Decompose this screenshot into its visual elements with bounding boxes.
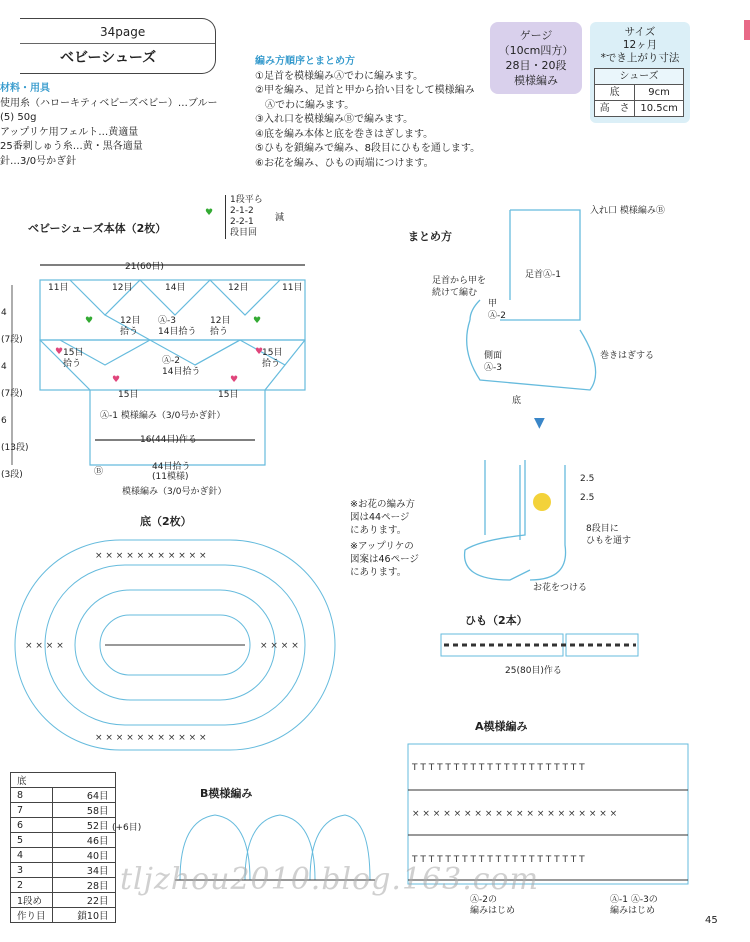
svg-text:× × × ×: × × × × — [25, 641, 64, 651]
a-pattern-title: A模様編み — [475, 720, 528, 733]
edge-marker — [744, 20, 750, 40]
tab-divider — [20, 43, 215, 44]
a3-mark: Ⓐ-3 — [158, 316, 176, 326]
steps-heading: 編み方順序とまとめ方 — [255, 56, 355, 67]
side-mark: Ⓐ-3 — [484, 363, 502, 373]
size-row-value: 9cm — [635, 85, 684, 101]
materials-line: 針…3/0号かぎ針 — [0, 155, 77, 167]
count-row: 作り目 — [11, 908, 53, 923]
a-start2-text: 編みはじめ — [610, 906, 656, 916]
heart-icon: ♥ — [230, 375, 239, 385]
gauge-value: 28目・20段 — [505, 59, 567, 72]
heart-icon: ♥ — [55, 347, 64, 357]
sole-chart — [5, 530, 345, 760]
pickup-label — [432, 275, 486, 299]
instep-mark: Ⓐ-2 — [488, 311, 506, 321]
pick44-label: 44目拾う — [152, 462, 191, 472]
top-count: 14目 — [165, 283, 186, 293]
decrease-rule — [225, 195, 263, 239]
size-title: サイズ — [624, 26, 656, 38]
gauge-box — [490, 22, 582, 94]
step-line: ②甲を編み、足首と甲から拾い目をして模様編み — [255, 85, 475, 96]
heart-icon: ♥ — [253, 316, 262, 326]
pick15b-count: 15目 — [262, 348, 283, 358]
materials-line: アップリケ用フェルト…黄適量 — [0, 126, 139, 138]
pick15a-label: 拾う — [63, 359, 82, 369]
svg-text:× × × × × × × × × × ×: × × × × × × × × × × × — [95, 551, 207, 561]
gauge-pattern: 模様編み — [514, 74, 558, 87]
svg-text:× × × ×: × × × × — [260, 641, 299, 651]
count-table-header: 底 — [11, 773, 116, 788]
cord-title: ひも（2本） — [465, 614, 528, 627]
size-note: *でき上がり寸法 — [600, 52, 680, 64]
step-line: ⑥お花を編み、ひもの両端につけます。 — [255, 157, 434, 169]
note-line: にあります。 — [350, 525, 407, 536]
pickup-line: 続けて編む — [432, 288, 478, 298]
svg-text:T T T T T T T T T T T T T T T: T T T T T T T T T T T T T T T T T T T T T — [412, 763, 585, 773]
top-count: 11目 — [48, 283, 69, 293]
side-row: (7段) — [1, 389, 23, 399]
size-age: 12ヶ月 — [622, 39, 658, 51]
a-start2-mark: Ⓐ-1 Ⓐ-3の — [610, 895, 658, 905]
instep-text: 甲 — [488, 299, 498, 309]
page-number: 45 — [705, 915, 718, 926]
note-line: 図は44ページ — [350, 512, 410, 523]
pick12b — [210, 316, 230, 338]
count-row: 6 — [11, 818, 53, 833]
thread-line: 8段目に — [586, 524, 619, 534]
top-count: 11目 — [282, 283, 303, 293]
count-value: 46目 — [52, 833, 115, 848]
b-pattern-title: B模様編み — [200, 787, 253, 800]
pick12a-label: 拾う — [120, 327, 139, 337]
steps-block — [255, 55, 480, 171]
side-row: 6 — [1, 416, 7, 426]
side-row: (7段) — [1, 335, 23, 345]
pick12b-label: 拾う — [210, 327, 229, 337]
a2-rows: 14目拾う — [162, 367, 201, 377]
gauge-unit: （10cm四方） — [498, 44, 574, 57]
materials-line: 25番刺しゅう糸…黄・黒各適量 — [0, 141, 143, 152]
page-tab — [20, 18, 216, 74]
bootie-diagram — [440, 200, 620, 410]
step-line: ③入れ口を模様編みⒷで編みます。 — [255, 114, 414, 125]
thread-label — [586, 523, 631, 547]
a1-label: Ⓐ-1 模様編み（3/0号かぎ針） — [100, 411, 226, 421]
page-label: 34page — [100, 25, 146, 39]
notes-block — [350, 498, 419, 579]
decrease-b: 2-1-2 — [230, 206, 254, 216]
count-row: 3 — [11, 863, 53, 878]
size-table-header: シューズ — [595, 69, 684, 85]
count-value: 22目 — [52, 893, 115, 908]
materials-heading: 材料・用具 — [0, 83, 50, 94]
count-row: 1段め — [11, 893, 53, 908]
b-pattern-label: 模様編み（3/0号かぎ針） — [122, 487, 227, 497]
heart-icon: ♥ — [205, 208, 214, 218]
side-row: 4 — [1, 362, 7, 372]
body-section-title: ベビーシューズ本体（2枚） — [28, 222, 167, 235]
count-value: 34目 — [52, 863, 115, 878]
assembly-title: まとめ方 — [408, 230, 452, 243]
count-value: 40目 — [52, 848, 115, 863]
duck-applique — [533, 493, 551, 511]
size-box — [590, 22, 690, 123]
flower-label: お花をつける — [533, 583, 588, 593]
count-value: 64目 — [52, 788, 115, 803]
a2-label — [162, 356, 200, 378]
materials-line: (5) 50g — [0, 112, 37, 123]
side-row: 4 — [1, 308, 7, 318]
side-row: (3段) — [1, 470, 23, 480]
seam-label: 巻きはぎする — [600, 351, 655, 361]
watermark: tljzhou2010.blog.163.com — [120, 862, 540, 897]
pick12a-count: 12目 — [120, 316, 141, 326]
a-start1-mark: Ⓐ-2の — [470, 895, 497, 905]
side-label — [484, 350, 502, 374]
count-value: 鎖10目 — [52, 908, 115, 923]
heart-icon: ♥ — [85, 316, 94, 326]
count-value: 58目 — [52, 803, 115, 818]
count-value: 28目 — [52, 878, 115, 893]
decrease-d: 段目回 — [230, 228, 258, 238]
size-row-label: 高 さ — [595, 101, 635, 117]
bottom15b: 15目 — [218, 390, 239, 400]
count-row: 2 — [11, 878, 53, 893]
pick15b-label: 拾う — [262, 359, 281, 369]
a-start1 — [470, 895, 515, 917]
decrease-c: 2-2-1 — [230, 217, 254, 227]
side-rows — [1, 300, 28, 489]
a-start1-text: 編みはじめ — [470, 906, 516, 916]
page-title: ベビーシューズ — [60, 50, 157, 66]
side-text: 側面 — [484, 351, 503, 361]
gauge-title: ゲージ — [519, 29, 553, 42]
top-count: 12目 — [112, 283, 133, 293]
count-row: 4 — [11, 848, 53, 863]
note-line: ※アップリケの — [350, 541, 414, 552]
heart-icon: ♥ — [112, 375, 121, 385]
count-row: 8 — [11, 788, 53, 803]
pattern11-label: (11模様) — [152, 472, 189, 482]
sole-section-title: 底（2枚） — [140, 515, 192, 528]
thread-line: ひもを通す — [586, 536, 632, 546]
pick12a — [120, 316, 140, 338]
top-count: 12目 — [228, 283, 249, 293]
pick15b — [262, 348, 282, 370]
pickup-line: 足首から甲を — [432, 276, 487, 286]
count-value: 52目 — [52, 818, 115, 833]
sole-label: 底 — [512, 396, 522, 406]
count-row: 5 — [11, 833, 53, 848]
opening-label: 入れ口 模様編みⒷ — [590, 206, 665, 216]
count-table — [10, 772, 116, 923]
note-line: ※お花の編み方 — [350, 499, 415, 510]
materials-line: 使用糸（ハローキティベビーズベビー）…ブルー — [0, 97, 218, 109]
make-label: 16(44目)作る — [140, 435, 197, 445]
instep-label — [488, 298, 506, 322]
size-row-value: 10.5cm — [635, 101, 684, 117]
step-line: Ⓐでわに編みます。 — [255, 99, 355, 111]
dim1-label: 2.5 — [580, 474, 595, 484]
side-row: (13段) — [1, 443, 29, 453]
a3-rows: 14目拾う — [158, 327, 197, 337]
note-line: 図案は46ページ — [350, 554, 419, 565]
decrease-label: 減 — [275, 213, 285, 223]
svg-text:× × × × × × × × × × ×: × × × × × × × × × × × — [95, 733, 207, 743]
note-line: にあります。 — [350, 567, 407, 578]
ankle-label: 足首Ⓐ-1 — [525, 270, 561, 280]
increase-label: (+6目) — [112, 823, 142, 833]
pick12b-count: 12目 — [210, 316, 231, 326]
svg-text:T T T T T T T T T T T T T T T: T T T T T T T T T T T T T T T T T T T T T — [412, 855, 585, 865]
b-mark: Ⓑ — [94, 467, 104, 477]
count-row: 7 — [11, 803, 53, 818]
materials-block — [0, 82, 218, 169]
pick15a-count: 15目 — [63, 348, 84, 358]
cord-make-label: 25(80目)作る — [505, 666, 562, 676]
step-line: ①足首を模様編みⒶでわに編みます。 — [255, 70, 424, 82]
pick15a — [63, 348, 83, 370]
body-width: 21(60目) — [125, 262, 164, 272]
dim2-label: 2.5 — [580, 493, 595, 503]
a2-mark: Ⓐ-2 — [162, 356, 180, 366]
step-line: ④底を編み本体と底を巻きはぎします。 — [255, 128, 434, 140]
size-table — [594, 68, 684, 117]
a-start2 — [610, 895, 658, 917]
svg-text:× × × × × × × × × × × × × × ×: × × × × × × × × × × × × × × × × × × × × — [412, 809, 618, 819]
step-line: ⑤ひもを鎖編みで編み、8段目にひもを通します。 — [255, 143, 481, 154]
decrease-a: 1段平ら — [230, 195, 263, 205]
finished-bootie — [450, 440, 590, 590]
bottom15a: 15目 — [118, 390, 139, 400]
size-row-label: 底 — [595, 85, 635, 101]
a3-label — [158, 316, 196, 338]
cord-chart — [440, 630, 640, 662]
heart-icon: ♥ — [255, 347, 264, 357]
arrow-down-icon: ▼ — [534, 415, 545, 431]
